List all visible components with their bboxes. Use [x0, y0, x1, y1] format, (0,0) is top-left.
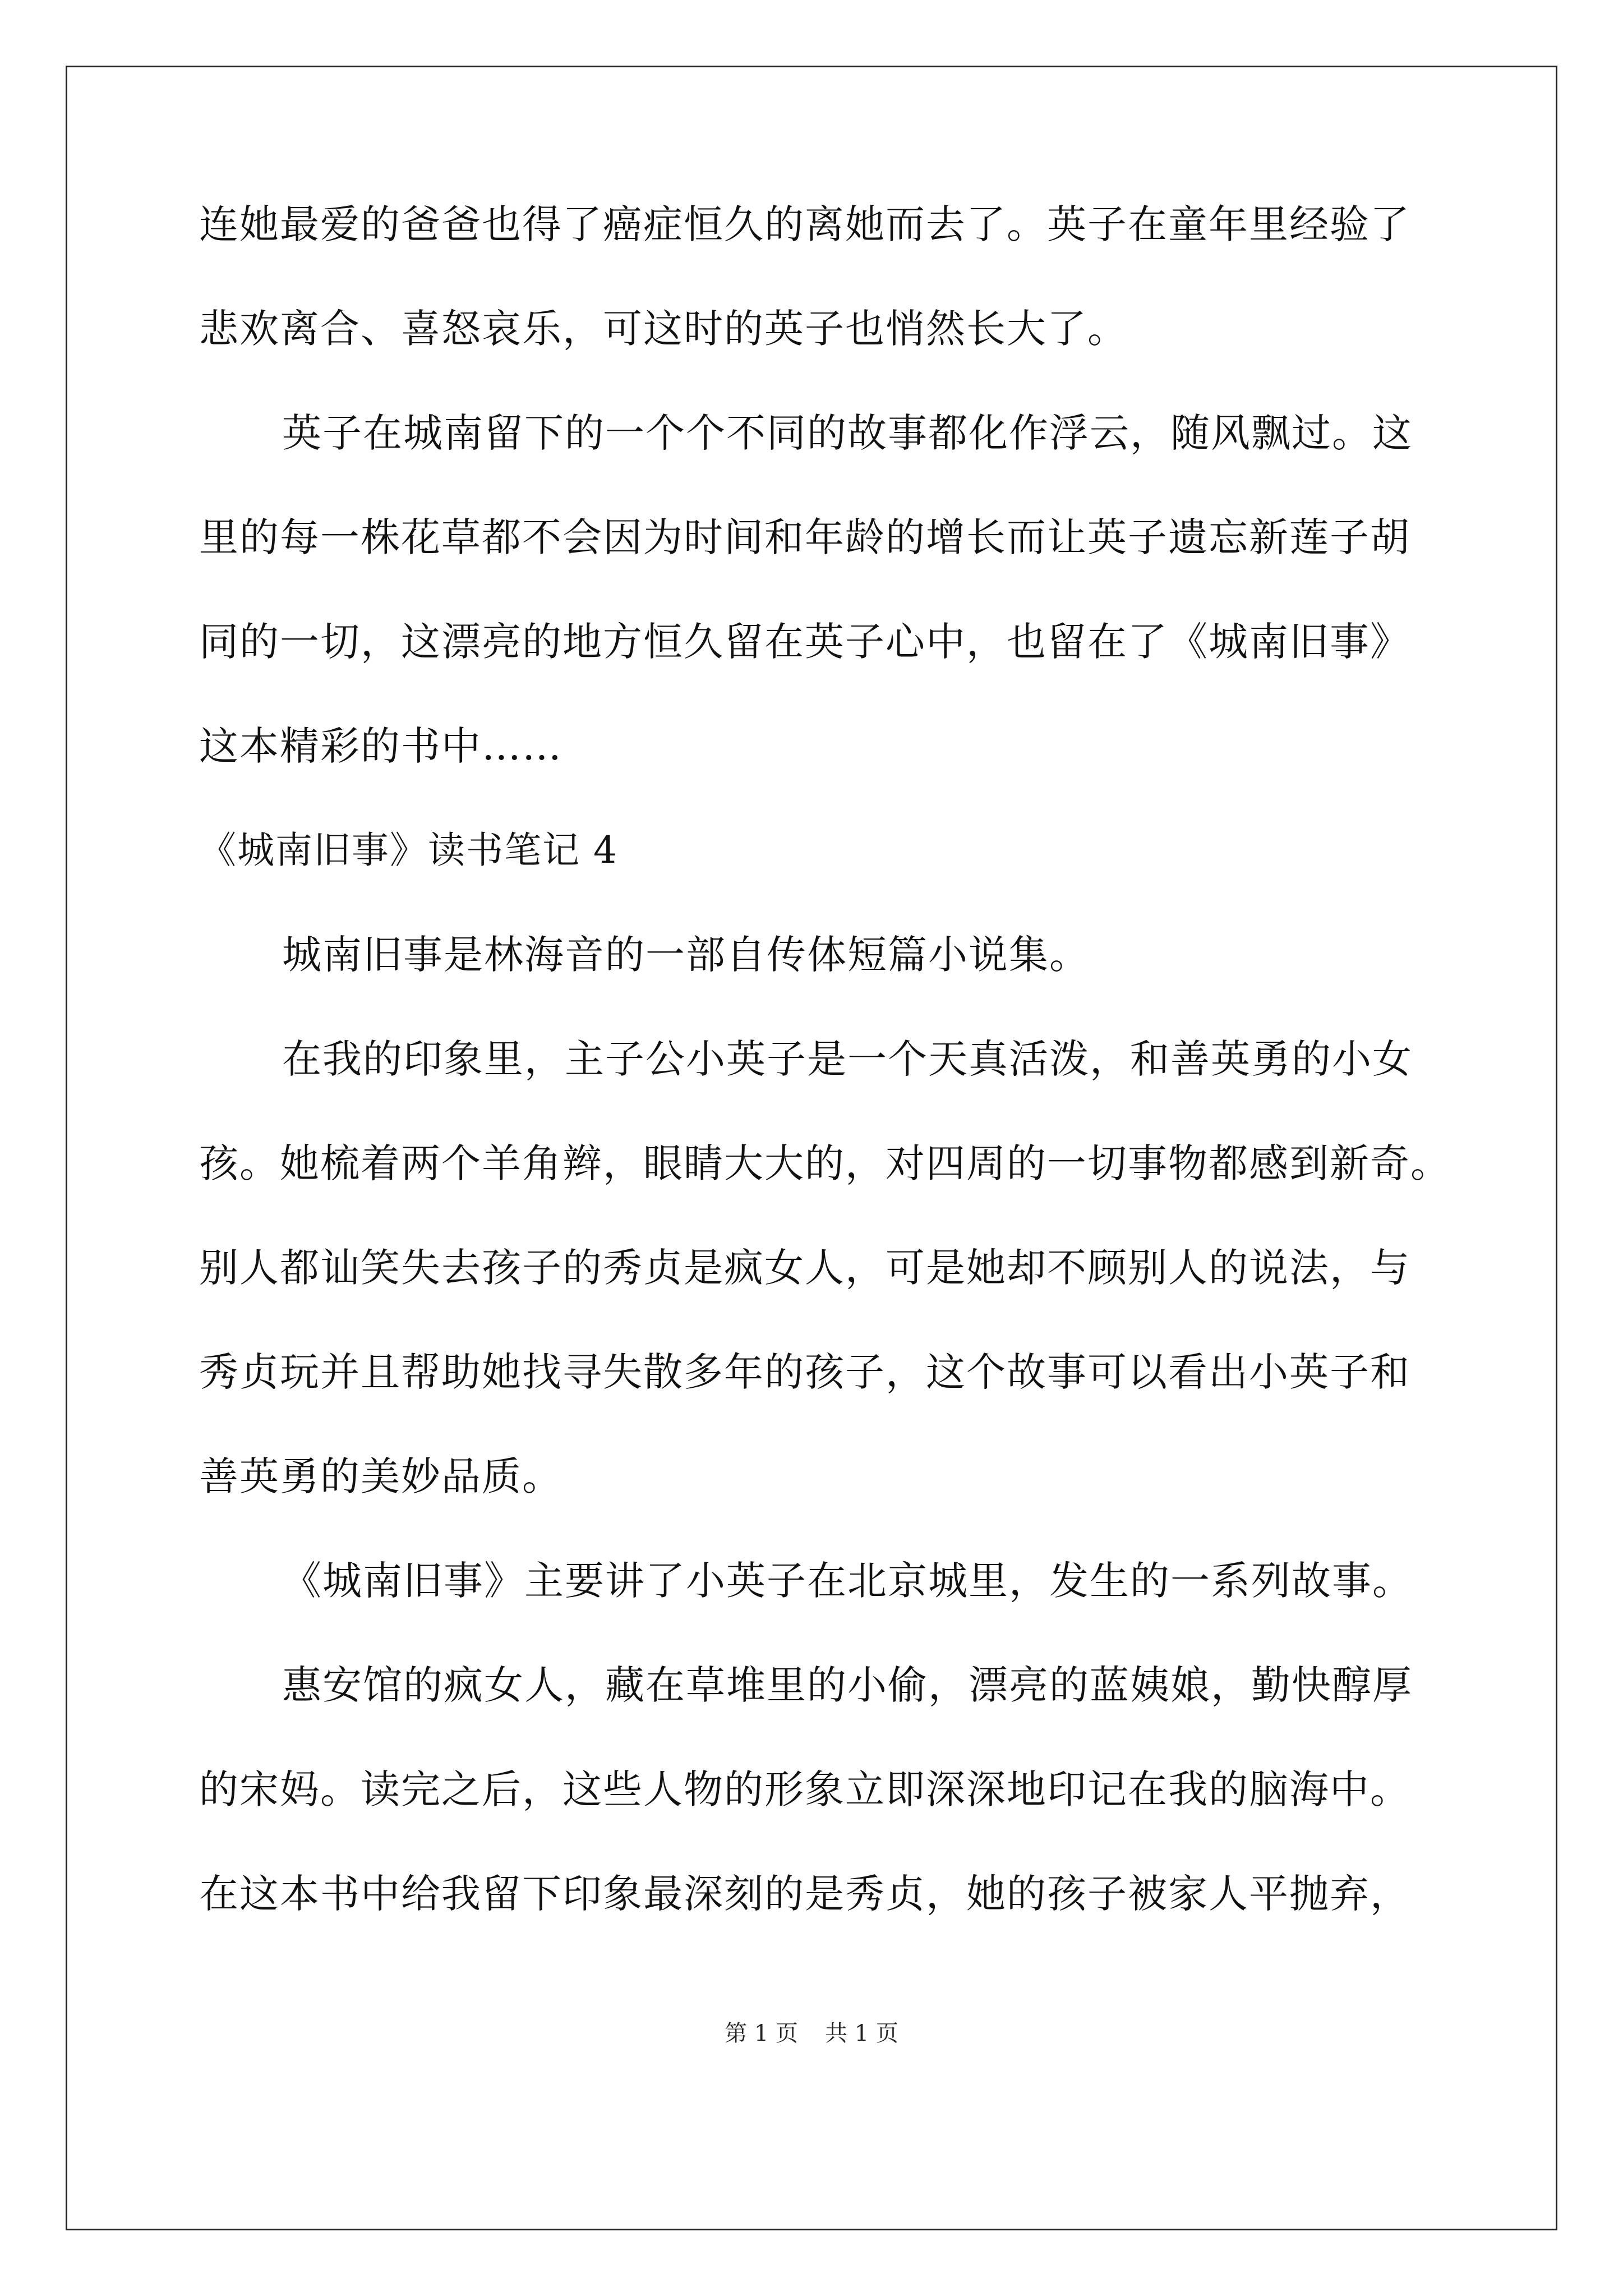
text-line: 孩。她梳着两个羊角辫，眼睛大大的，对四周的一切事物都感到新奇。	[199, 1140, 1451, 1186]
text-line: 善英勇的美妙品质。	[199, 1453, 562, 1499]
document-body	[199, 201, 1451, 1976]
text-line: 这本精彩的书中……	[199, 723, 562, 769]
page-total: 共 1 页	[825, 2021, 898, 2046]
text-line: 连她最爱的爸爸也得了癌症恒久的离她而去了。英子在童年里经验了	[199, 201, 1410, 247]
text-line: 秀贞玩并且帮助她找寻失散多年的孩子，这个故事可以看出小英子和	[199, 1349, 1410, 1395]
paragraph-start: 惠安馆的疯女人，藏在草堆里的小偷，漂亮的蓝姨娘，勤快醇厚	[282, 1662, 1413, 1708]
text-line: 的宋妈。读完之后，这些人物的形象立即深深地印记在我的脑海中。	[199, 1766, 1410, 1812]
text-line: 在这本书中给我留下印象最深刻的是秀贞，她的孩子被家人平抛弃，	[199, 1871, 1410, 1917]
page-footer	[0, 2019, 1623, 2047]
text-line: 里的每一株花草都不会因为时间和年龄的增长而让英子遗忘新莲子胡	[199, 514, 1410, 560]
section-heading: 《城南旧事》读书笔记 4	[199, 829, 618, 872]
text-line: 同的一切，这漂亮的地方恒久留在英子心中，也留在了《城南旧事》	[199, 619, 1410, 665]
paragraph-start: 在我的印象里，主子公小英子是一个天真活泼，和善英勇的小女	[282, 1036, 1413, 1082]
text-line: 别人都讪笑失去孩子的秀贞是疯女人，可是她却不顾别人的说法，与	[199, 1245, 1410, 1291]
paragraph-start: 城南旧事是林海音的一部自传体短篇小说集。	[282, 932, 1090, 978]
paragraph-start: 《城南旧事》主要讲了小英子在北京城里，发生的一系列故事。	[282, 1558, 1413, 1604]
text-line: 悲欢离合、喜怒哀乐，可这时的英子也悄然长大了。	[199, 306, 1128, 352]
paragraph-start: 英子在城南留下的一个个不同的故事都化作浮云，随风飘过。这	[282, 410, 1413, 456]
page-number: 第 1 页	[725, 2021, 798, 2046]
